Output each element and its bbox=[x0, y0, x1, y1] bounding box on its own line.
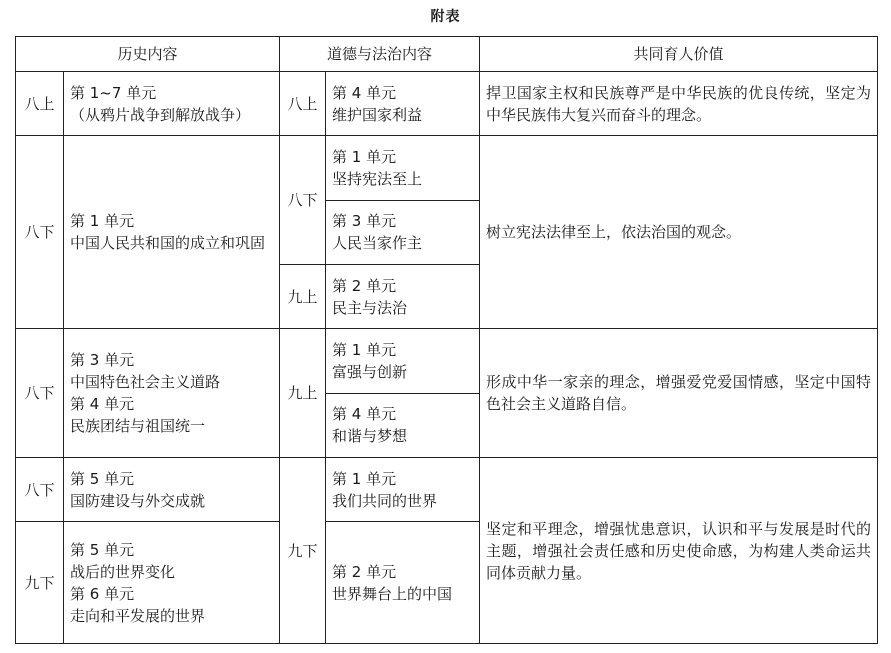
value-text: 树立宪法法律至上，依法治国的观念。 bbox=[486, 223, 742, 242]
morality-unit bbox=[326, 265, 480, 329]
header-morality: 道德与法治内容 bbox=[280, 37, 480, 72]
morality-grade: 八下 bbox=[280, 136, 326, 265]
appendix-table bbox=[15, 36, 878, 644]
table-title: 附表 bbox=[430, 9, 461, 25]
history-unit-number: 第 4 单元 bbox=[70, 395, 135, 414]
history-unit-name: 国防建设与外交成就 bbox=[70, 491, 206, 510]
morality-grade: 九下 bbox=[280, 458, 326, 644]
value-cell bbox=[480, 329, 878, 458]
morality-unit-number: 第 3 单元 bbox=[332, 212, 397, 231]
value-cell bbox=[480, 72, 878, 136]
morality-grade: 九上 bbox=[280, 265, 326, 329]
history-unit-number: 第 5 单元 bbox=[70, 540, 135, 559]
history-unit-name: 民族团结与祖国统一 bbox=[70, 417, 206, 436]
history-unit bbox=[64, 522, 280, 644]
history-unit-number: 第 1~7 单元 bbox=[70, 83, 157, 102]
value-cell bbox=[480, 136, 878, 329]
morality-unit-number: 第 4 单元 bbox=[332, 405, 397, 424]
value-text: 形成中华一家亲的理念，增强爱党爱国情感，坚定中国特色社会主义道路自信。 bbox=[486, 373, 872, 414]
morality-unit-name: 坚持宪法至上 bbox=[332, 170, 423, 189]
morality-unit-name: 富强与创新 bbox=[332, 363, 408, 382]
table-row bbox=[16, 458, 878, 522]
history-unit bbox=[64, 458, 280, 522]
morality-unit-name: 我们共同的世界 bbox=[332, 491, 438, 510]
morality-unit-name: 世界舞台上的中国 bbox=[332, 584, 453, 603]
morality-unit bbox=[326, 136, 480, 200]
history-unit bbox=[64, 329, 280, 458]
history-grade: 八上 bbox=[16, 72, 64, 136]
morality-unit-number: 第 2 单元 bbox=[332, 562, 397, 581]
table-row bbox=[16, 136, 878, 200]
history-grade: 八下 bbox=[16, 458, 64, 522]
morality-unit-number: 第 1 单元 bbox=[332, 469, 397, 488]
header-history: 历史内容 bbox=[16, 37, 280, 72]
history-grade: 九下 bbox=[16, 522, 64, 644]
morality-unit-number: 第 4 单元 bbox=[332, 83, 397, 102]
history-unit-name: 中国人民共和国的成立和巩固 bbox=[70, 234, 266, 253]
history-unit-name: 战后的世界变化 bbox=[70, 562, 176, 581]
morality-unit-number: 第 2 单元 bbox=[332, 276, 397, 295]
history-unit bbox=[64, 72, 280, 136]
history-grade: 八下 bbox=[16, 136, 64, 329]
header-row bbox=[16, 37, 878, 72]
morality-unit-number: 第 1 单元 bbox=[332, 148, 397, 167]
morality-unit bbox=[326, 200, 480, 264]
history-unit-number: 第 5 单元 bbox=[70, 469, 135, 488]
morality-unit-number: 第 1 单元 bbox=[332, 341, 397, 360]
history-unit-number: 第 1 单元 bbox=[70, 212, 135, 231]
header-value: 共同育人价值 bbox=[480, 37, 878, 72]
history-unit-name: （从鸦片战争到解放战争） bbox=[70, 105, 251, 124]
history-grade: 八下 bbox=[16, 329, 64, 458]
morality-unit bbox=[326, 393, 480, 457]
table-row bbox=[16, 329, 878, 393]
history-unit-number: 第 3 单元 bbox=[70, 351, 135, 370]
morality-unit bbox=[326, 458, 480, 522]
history-unit-name: 中国特色社会主义道路 bbox=[70, 373, 221, 392]
morality-unit-name: 民主与法治 bbox=[332, 298, 408, 317]
history-unit-number: 第 6 单元 bbox=[70, 584, 135, 603]
value-text: 坚定和平理念，增强忧患意识，认识和平与发展是时代的主题，增强社会责任感和历史使命感，为构建人类命运共同体贡献力量。 bbox=[486, 519, 872, 582]
morality-grade: 八上 bbox=[280, 72, 326, 136]
morality-unit bbox=[326, 72, 480, 136]
morality-unit-name: 人民当家作主 bbox=[332, 234, 423, 253]
history-unit bbox=[64, 136, 280, 329]
value-text: 捍卫国家主权和民族尊严是中华民族的优良传统，坚定为中华民族伟大复兴而奋斗的理念。 bbox=[486, 83, 872, 124]
history-unit-name: 走向和平发展的世界 bbox=[70, 606, 206, 625]
table-row bbox=[16, 72, 878, 136]
morality-unit bbox=[326, 522, 480, 644]
morality-unit-name: 维护国家利益 bbox=[332, 105, 423, 124]
morality-grade: 九上 bbox=[280, 329, 326, 458]
value-cell bbox=[480, 458, 878, 644]
morality-unit bbox=[326, 329, 480, 393]
morality-unit-name: 和谐与梦想 bbox=[332, 427, 408, 446]
